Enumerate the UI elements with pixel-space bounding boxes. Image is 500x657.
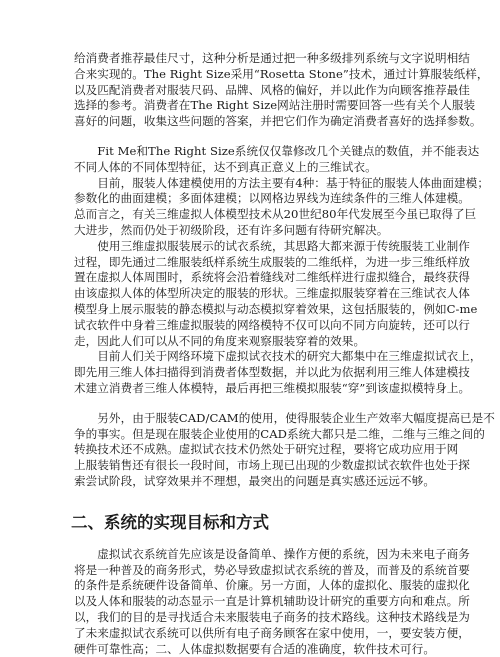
text-line: 模型身上展示服装的静态模拟与动态模拟穿着效果，这包括服装的，例如C-me (74, 302, 430, 318)
text-line: 置在虚拟人体周围时，系统将会沿着缝线对二维纸样进行虚拟缝合，最终获得 (74, 270, 430, 286)
text-line: 另外，由于服装CAD/CAM的使用，使得服装企业生产效率大幅度提高已是不 (74, 411, 430, 427)
text-line: 喜好的问题，收集这些问题的答案，并把它们作为确定消费者喜好的选择参数。 (74, 114, 430, 130)
text-line: 上服装销售还有很长一段时间，市场上现已出现的少数虚拟试衣软件也处于探 (74, 458, 430, 474)
text-line: 转换技术还不成熟。虚拟试衣技术仍然处于研究过程，要将它成功应用于网 (74, 442, 430, 458)
text-line: 不同人体的不同体型特征，达不到真正意义上的三维试衣。 (74, 160, 430, 176)
paragraph-modeling (74, 144, 430, 397)
section-heading: 二、系统的实现目标和方式 (71, 512, 427, 534)
text-line: 以及匹配消费者对服装尺码、品牌、风格的偏好，并以此作为向顾客推荐最佳 (74, 83, 430, 99)
text-line: 争的事实。但是现在服装企业使用的CAD系统大都只是二维，二维与三维之间的 (74, 427, 430, 443)
paragraph-cad (74, 411, 430, 490)
text-line: 目前，服装人体建模使用的方法主要有4种：基于特征的服装人体曲面建模； (74, 176, 430, 192)
text-line: 由该虚拟人体的体型所决定的服装的形状。三维虚拟服装穿着在三维试衣人体 (74, 286, 430, 302)
text-line: 即先用三维人体扫描得到消费者体型数据，并以此为依据利用三维人体建模技 (74, 365, 430, 381)
text-line: 给消费者推荐最佳尺寸，这种分析是通过把一种多级排列系统与文字说明相结 (74, 51, 430, 67)
paragraph-goals (74, 547, 430, 657)
text-line: 过程，即先通过二维服装纸样系统生成服装的二维纸样，为进一步三维纸样放 (74, 255, 430, 271)
text-line: Fit Me和The Right Size系统仅仅靠修改几个关键点的数值，并不能表达 (74, 144, 430, 160)
text-line: 参数化的曲面建模；多面体建模；以网格边界线为连续条件的三维人体建模。 (74, 191, 430, 207)
text-line: 合来实现的。The Right Size采用“Rosetta Stone”技术，通过计算服装纸样， (74, 67, 430, 83)
text-line: 以，我们的目的是寻找适合未来服装电子商务的技术路线。这种技术路线是为 (74, 610, 430, 626)
paragraph-intro (74, 51, 430, 130)
text-line: 选择的参考。消费者在The Right Size网站注册时需要回答一些有关个人服装 (74, 98, 430, 114)
text-line: 的条件是系统硬件设备简单、价廉。另一方面，人体的虚拟化、服装的虚拟化 (74, 578, 430, 594)
text-line: 总而言之，有关三维虚拟人体模型技术从20世纪80年代发展至今虽已取得了巨 (74, 207, 430, 223)
text-line: 大进步，然而仍处于初级阶段，还有许多问题有待研究解决。 (74, 223, 430, 239)
text-line: 索尝试阶段，试穿效果并不理想，最突出的问题是真实感还远远不够。 (74, 474, 430, 490)
document-body (74, 51, 430, 657)
text-line: 使用三维虚拟服装展示的试衣系统，其思路大都来源于传统服装工业制作 (74, 239, 430, 255)
text-line: 将是一种普及的商务形式，势必导致虚拟试衣系统的普及，而普及的系统首要 (74, 563, 430, 579)
text-line: 以及人体和服装的动态显示一直是计算机辅助设计研究的重要方向和难点。所 (74, 594, 430, 610)
text-line: 试衣软件中身着三维虚拟服装的网络模特不仅可以向不同方向旋转，还可以行 (74, 318, 430, 334)
text-line: 目前人们关于网络环境下虚拟试衣技术的研究大都集中在三维虚拟试衣上， (74, 349, 430, 365)
text-line: 术建立消费者三维人体模特，最后再把三维模拟服装“穿”到该虚拟模特身上。 (74, 381, 430, 397)
text-line: 硬件可靠性高；二、人体虚拟数据要有合适的准确度，软件技术可行。 (74, 642, 430, 657)
text-line: 走，因此人们可以从不同的角度来观察服装穿着的效果。 (74, 334, 430, 350)
text-line: 虚拟试衣系统首先应该是设备简单、操作方便的系统，因为未来电子商务 (74, 547, 430, 563)
text-line: 了未来虚拟试衣系统可以供所有电子商务顾客在家中使用，一，要安装方便， (74, 626, 430, 642)
